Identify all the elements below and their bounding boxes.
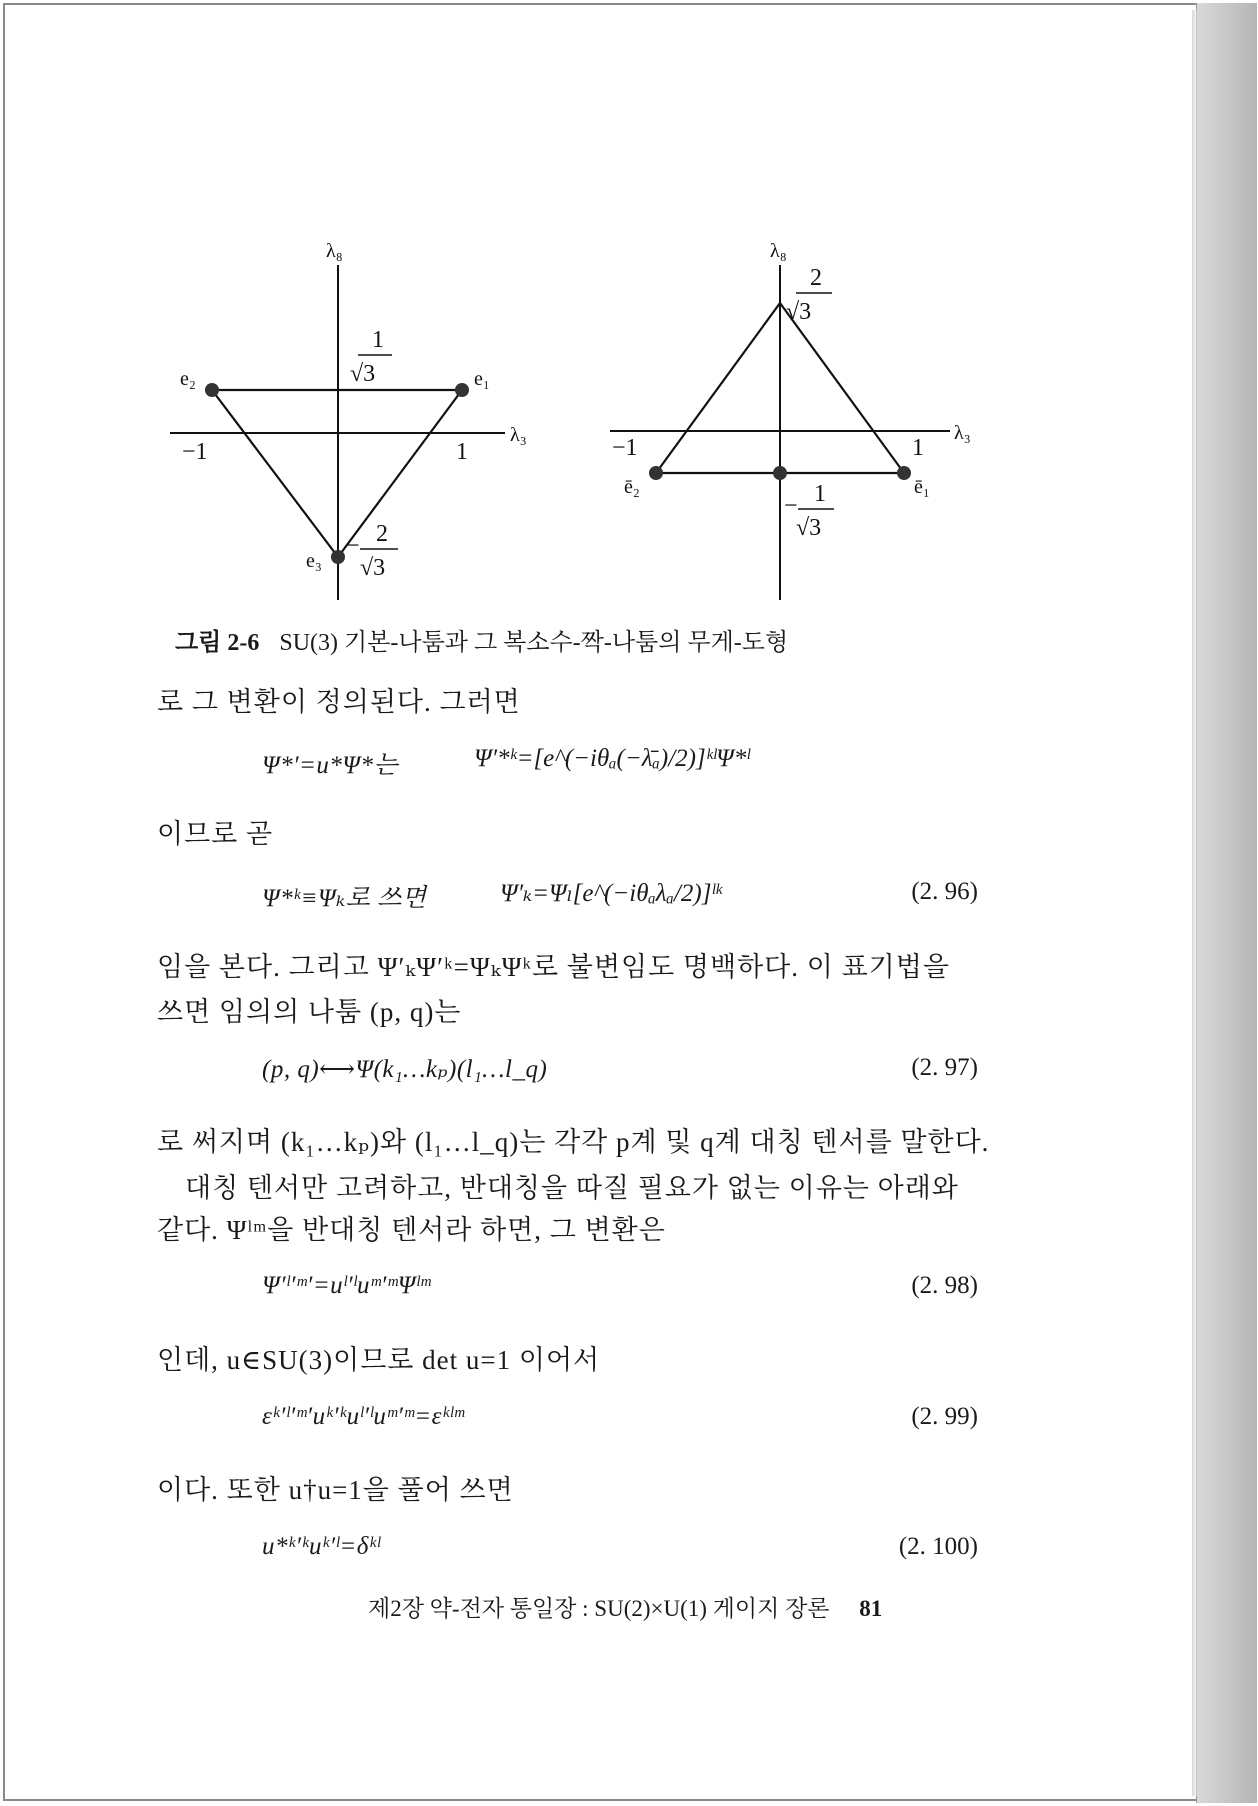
triangle-edge-left: [656, 303, 780, 473]
body-line-9: 이다. 또한 u†u=1을 풀어 쓰면: [157, 1475, 514, 1505]
weight-point-e1-bar: [897, 466, 911, 480]
equation-number-2-100: (2. 100): [898, 1533, 978, 1560]
chapter-title: 제2장 약-전자 통일장 : SU(2)×U(1) 게이지 장론: [368, 1596, 830, 1621]
label-e2: e₂: [180, 368, 196, 390]
label-e1-bar: ē₁: [914, 476, 930, 498]
tick-one: 1: [456, 439, 468, 465]
equation-1-right: Ψ′*ᵏ=[e^(−iθₐ(−λ̄ₐ)/2)]ᵏˡΨ*ˡ: [474, 745, 750, 772]
equation-number-2-99: (2. 99): [911, 1403, 978, 1430]
running-footer: [368, 1590, 882, 1623]
tick-minus-one: −1: [612, 435, 638, 461]
equation-1-left: Ψ*′=u*Ψ*는: [262, 752, 399, 779]
triangle-edge-right: [780, 303, 904, 473]
page-edge-shadow: [1192, 10, 1198, 1796]
body-line-6: 대칭 텐서만 고려하고, 반대칭을 따질 필요가 없는 이유는 아래와: [185, 1173, 959, 1203]
body-line-5: 로 써지며 (k₁…kₚ)와 (l₁…l_q)는 각각 p계 및 q계 대칭 텐서를 말한다.: [157, 1127, 990, 1157]
equation-5: εᵏ′ˡ′ᵐ′uᵏ′ᵏuˡ′ˡuᵐ′ᵐ=εᵏˡᵐ: [262, 1403, 465, 1430]
lambda8-label: λ₈: [326, 240, 343, 262]
weight-diagram-fundamental: [160, 235, 560, 605]
weight-point-e2: [205, 383, 219, 397]
tick-minus-one: −1: [182, 439, 208, 465]
equation-number-2-98: (2. 98): [911, 1272, 978, 1299]
tick-one: 1: [912, 435, 924, 461]
bottom-value-denominator: √3: [360, 555, 386, 581]
top-value-denominator: √3: [350, 361, 376, 387]
equation-6: u*ᵏ′ᵏuᵏ′ˡ=δᵏˡ: [262, 1533, 381, 1560]
equation-number-2-96: (2. 96): [911, 878, 978, 905]
bottom-value-sign: −: [784, 493, 798, 519]
top-value-numerator: 1: [372, 327, 384, 353]
bottom-value-denominator: √3: [796, 515, 822, 541]
lambda3-label: λ₃: [954, 422, 971, 444]
equation-number-2-97: (2. 97): [911, 1054, 978, 1081]
weight-point-e1: [455, 383, 469, 397]
weight-point-center: [773, 466, 787, 480]
bottom-value-numerator: 2: [376, 521, 388, 547]
bottom-value-numerator: 1: [814, 481, 826, 507]
label-e1: e₁: [474, 368, 490, 390]
label-e2-bar: ē₂: [624, 476, 640, 498]
body-line-2: 이므로 곧: [157, 819, 274, 849]
page-number: 81: [859, 1596, 883, 1621]
weight-point-e2-bar: [649, 466, 663, 480]
figure-number: 그림 2-6: [175, 630, 260, 656]
figure-caption-text: SU(3) 기본-나툼과 그 복소수-짝-나툼의 무게-도형: [279, 630, 789, 656]
equation-2-right: Ψ′ₖ=Ψₗ[e^(−iθₐλₐ/2)]ˡᵏ: [500, 880, 722, 907]
triangle-edge-left: [212, 390, 338, 557]
label-e3: e₃: [306, 550, 322, 572]
weight-point-e3: [331, 550, 345, 564]
body-line-4: 쓰면 임의의 나툼 (p, q)는: [157, 997, 462, 1027]
top-value-denominator: √3: [786, 299, 812, 325]
equation-2-left: Ψ*ᵏ≡Ψₖ로 쓰면: [262, 885, 427, 912]
weight-diagram-conjugate: [600, 235, 1000, 605]
body-line-7: 같다. Ψˡᵐ을 반대칭 텐서라 하면, 그 변환은: [157, 1215, 666, 1245]
triangle-edge-right: [338, 390, 462, 557]
page-spine: [1196, 3, 1257, 1803]
lambda3-label: λ₃: [510, 424, 527, 446]
top-value-numerator: 2: [810, 265, 822, 291]
equation-4: Ψ′ˡ′ᵐ′=uˡ′ˡuᵐ′ᵐΨˡᵐ: [262, 1272, 431, 1299]
figure-caption: [175, 622, 788, 657]
bottom-value-sign: −: [346, 533, 360, 559]
body-line-8: 인데, u∈SU(3)이므로 det u=1 이어서: [157, 1345, 601, 1375]
body-line-3: 임을 본다. 그리고 Ψ′ₖΨ′ᵏ=ΨₖΨᵏ로 불변임도 명백하다. 이 표기법을: [157, 952, 950, 982]
lambda8-label: λ₈: [770, 240, 787, 262]
body-line-1: 로 그 변환이 정의된다. 그러면: [157, 687, 521, 717]
equation-3: (p, q)⟷Ψ(k₁…kₚ)(l₁…l_q): [262, 1056, 548, 1083]
